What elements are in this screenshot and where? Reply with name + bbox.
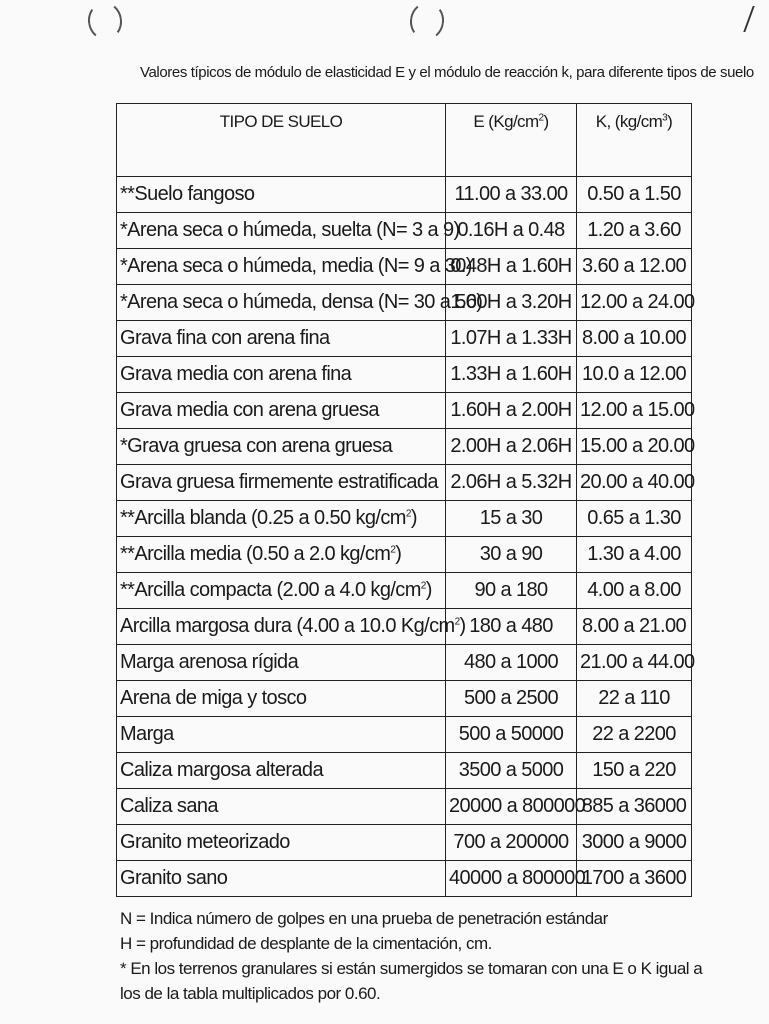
cell-elasticity-modulus: 0.16H a 0.48 — [446, 213, 577, 249]
cell-elasticity-modulus: 3500 a 5000 — [446, 753, 577, 789]
table-row — [117, 681, 692, 717]
cell-elasticity-modulus: 15 a 30 — [446, 501, 577, 537]
cell-elasticity-modulus: 1.33H a 1.60H — [446, 357, 577, 393]
footnotes — [120, 906, 720, 1006]
cell-soil-type: Grava fina con arena fina — [117, 321, 446, 357]
cell-soil-type: **Arcilla blanda (0.25 a 0.50 $kg/cm^2$) — [117, 501, 446, 537]
table-row — [117, 357, 692, 393]
table-row — [117, 537, 692, 573]
table-row — [117, 609, 692, 645]
cell-soil-type: Marga — [117, 717, 446, 753]
soil-properties-table — [116, 103, 695, 897]
cell-soil-type: Arcilla margosa dura (4.00 a 10.0 $Kg/cm^2$) — [117, 609, 446, 645]
cell-reaction-modulus: 4.00 a 8.00 — [577, 573, 692, 609]
cell-soil-type: Granito sano — [117, 861, 446, 897]
table-header-row — [117, 104, 692, 177]
cell-soil-type: *Grava gruesa con arena gruesa — [117, 429, 446, 465]
table-row — [117, 285, 692, 321]
cell-elasticity-modulus: 500 a 50000 — [446, 717, 577, 753]
table-row — [117, 861, 692, 897]
header-elasticity-modulus: E $(Kg/cm^2)$ — [446, 104, 577, 177]
cell-elasticity-modulus: 1.60H a 3.20H — [446, 285, 577, 321]
corner-mark — [743, 6, 768, 32]
cell-soil-type: Granito meteorizado — [117, 825, 446, 861]
cell-soil-type: Arena de miga y tosco — [117, 681, 446, 717]
note-submerged: * En los terrenos granulares si están sumergidos se tomaran con una E o K igual a los de la tabla multiplicados por 0.60. — [120, 959, 703, 1003]
punch-hole-mark-left — [86, 0, 125, 42]
table-row — [117, 393, 692, 429]
table-row — [117, 789, 692, 825]
cell-soil-type: **Suelo fangoso — [117, 177, 446, 213]
cell-reaction-modulus: 12.00 a 15.00 — [577, 393, 692, 429]
table-row — [117, 825, 692, 861]
cell-soil-type: **Arcilla media (0.50 a 2.0 $kg/cm^2$) — [117, 537, 446, 573]
cell-elasticity-modulus: 11.00 a 33.00 — [446, 177, 577, 213]
cell-reaction-modulus: 10.0 a 12.00 — [577, 357, 692, 393]
table-row — [117, 465, 692, 501]
document-title: Valores típicos de módulo de elasticidad E y el módulo de reacción k, para diferente tipos de suelo — [140, 64, 754, 81]
punch-hole-mark-center — [408, 0, 447, 42]
cell-reaction-modulus: 3.60 a 12.00 — [577, 249, 692, 285]
cell-soil-type: Caliza sana — [117, 789, 446, 825]
cell-soil-type: *Arena seca o húmeda, densa (N= 30 a 50) — [117, 285, 446, 321]
cell-reaction-modulus: 0.50 a 1.50 — [577, 177, 692, 213]
cell-reaction-modulus: 8.00 a 10.00 — [577, 321, 692, 357]
cell-soil-type: *Arena seca o húmeda, media (N= 9 a 30) — [117, 249, 446, 285]
header-reaction-modulus: K, $(kg/cm^3)$ — [577, 104, 692, 177]
cell-soil-type: Marga arenosa rígida — [117, 645, 446, 681]
cell-elasticity-modulus: 20000 a 800000 — [446, 789, 577, 825]
cell-reaction-modulus: 1.30 a 4.00 — [577, 537, 692, 573]
header-soil-type: TIPO DE SUELO — [117, 104, 446, 177]
cell-reaction-modulus: 22 a 110 — [577, 681, 692, 717]
table-row — [117, 321, 692, 357]
cell-elasticity-modulus: 0.48H a 1.60H — [446, 249, 577, 285]
cell-elasticity-modulus: 30 a 90 — [446, 537, 577, 573]
cell-elasticity-modulus: 1.07H a 1.33H — [446, 321, 577, 357]
cell-elasticity-modulus: 480 a 1000 — [446, 645, 577, 681]
cell-elasticity-modulus: 40000 a 800000 — [446, 861, 577, 897]
table-row — [117, 213, 692, 249]
cell-elasticity-modulus: 500 a 2500 — [446, 681, 577, 717]
table-row — [117, 501, 692, 537]
cell-reaction-modulus: 3000 a 9000 — [577, 825, 692, 861]
cell-elasticity-modulus: 2.00H a 2.06H — [446, 429, 577, 465]
cell-reaction-modulus: 15.00 a 20.00 — [577, 429, 692, 465]
cell-elasticity-modulus: 180 a 480 — [446, 609, 577, 645]
table-row — [117, 717, 692, 753]
cell-reaction-modulus: 1700 a 3600 — [577, 861, 692, 897]
cell-soil-type: Grava media con arena gruesa — [117, 393, 446, 429]
cell-soil-type: **Arcilla compacta (2.00 a 4.0 $kg/cm^2$) — [117, 573, 446, 609]
cell-elasticity-modulus: 1.60H a 2.00H — [446, 393, 577, 429]
note-n: N = Indica número de golpes en una prueba de penetración estándar — [120, 909, 608, 928]
table-row — [117, 573, 692, 609]
cell-reaction-modulus: 1.20 a 3.60 — [577, 213, 692, 249]
cell-reaction-modulus: 8.00 a 21.00 — [577, 609, 692, 645]
cell-reaction-modulus: 22 a 2200 — [577, 717, 692, 753]
table-row — [117, 645, 692, 681]
cell-reaction-modulus: 0.65 a 1.30 — [577, 501, 692, 537]
cell-reaction-modulus: 885 a 36000 — [577, 789, 692, 825]
table-row — [117, 177, 692, 213]
cell-elasticity-modulus: 700 a 200000 — [446, 825, 577, 861]
table-row — [117, 429, 692, 465]
cell-reaction-modulus: 12.00 a 24.00 — [577, 285, 692, 321]
cell-elasticity-modulus: 2.06H a 5.32H — [446, 465, 577, 501]
cell-elasticity-modulus: 90 a 180 — [446, 573, 577, 609]
table-body — [117, 177, 695, 897]
cell-reaction-modulus: 20.00 a 40.00 — [577, 465, 692, 501]
note-h: H = profundidad de desplante de la cimentación, cm. — [120, 934, 492, 953]
cell-soil-type: Caliza margosa alterada — [117, 753, 446, 789]
cell-reaction-modulus: 21.00 a 44.00 — [577, 645, 692, 681]
table-row — [117, 249, 692, 285]
cell-reaction-modulus: 150 a 220 — [577, 753, 692, 789]
cell-soil-type: *Arena seca o húmeda, suelta (N= 3 a 9) — [117, 213, 446, 249]
cell-soil-type: Grava gruesa firmemente estratificada — [117, 465, 446, 501]
table-row — [117, 753, 692, 789]
cell-soil-type: Grava media con arena fina — [117, 357, 446, 393]
